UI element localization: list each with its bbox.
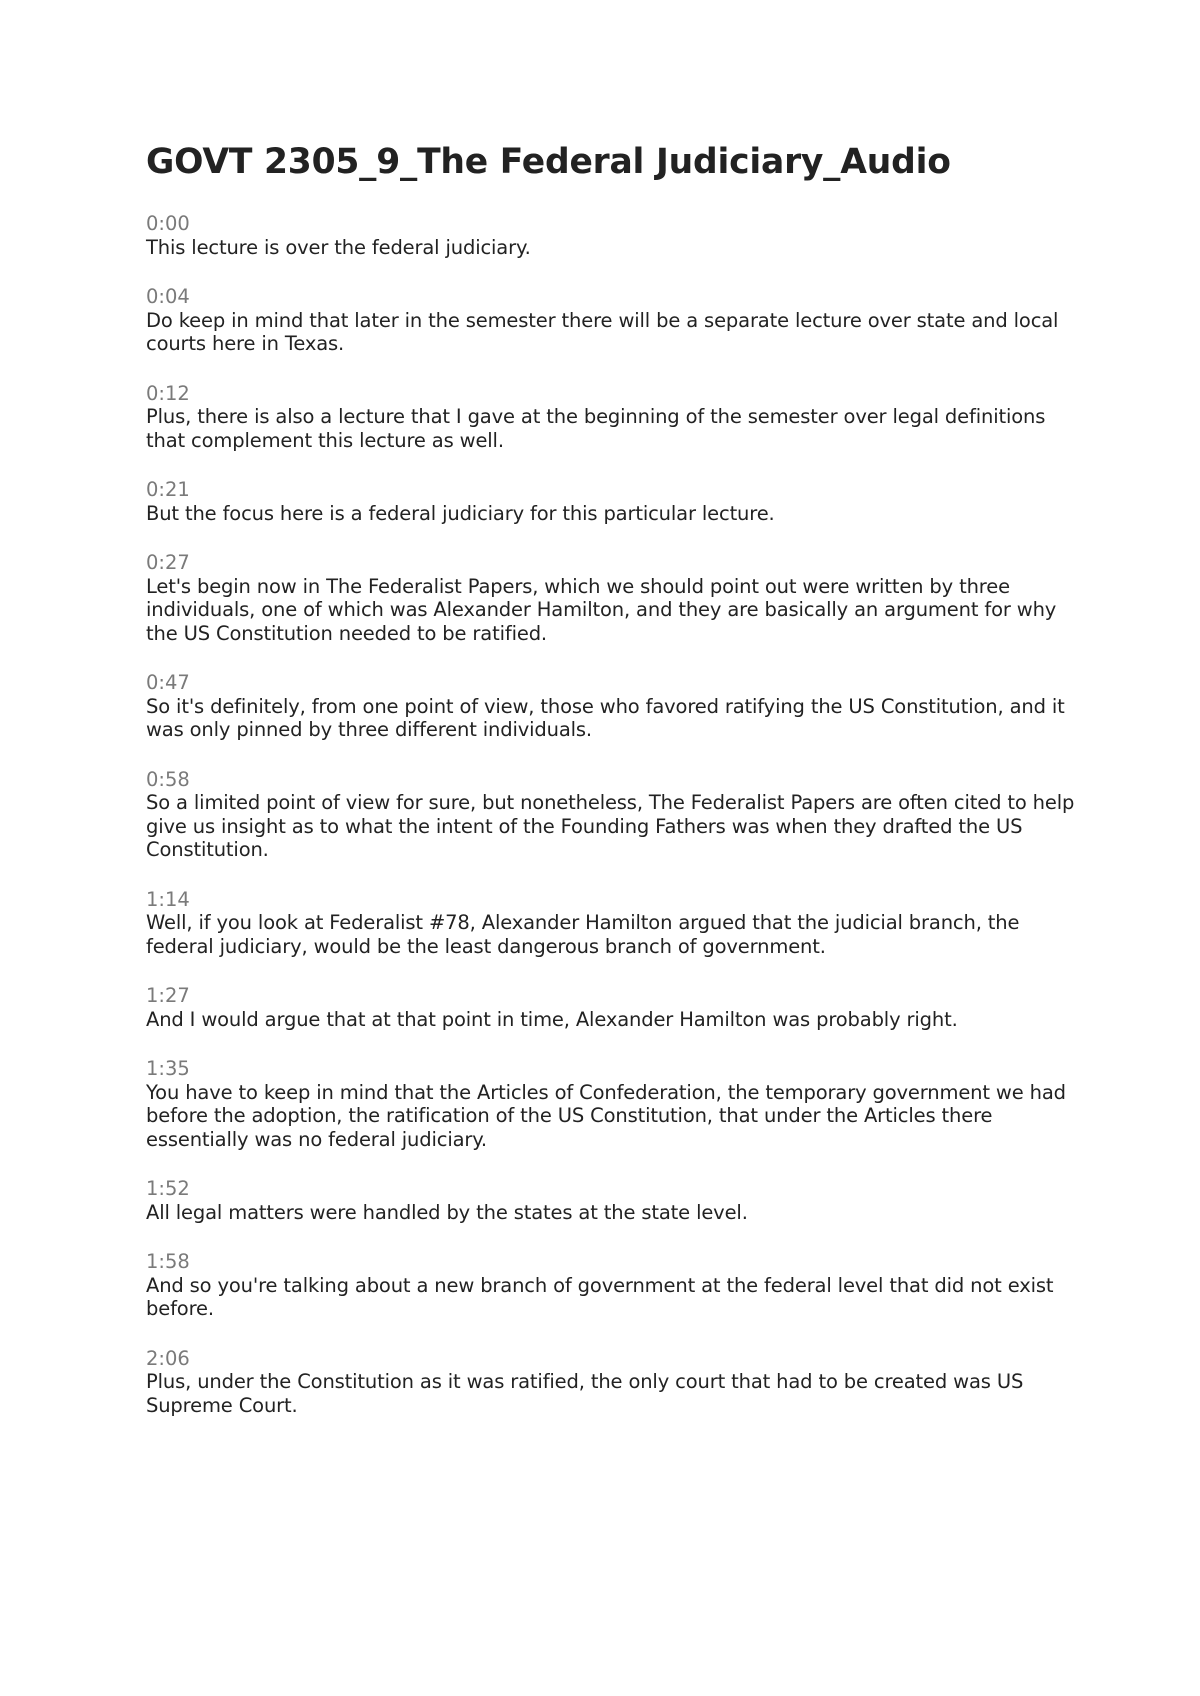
timestamp: 1:52 — [146, 1177, 190, 1200]
timestamp: 0:04 — [146, 285, 190, 308]
transcript-text: Let's begin now in The Federalist Papers, which we should point out were written by three individuals, one of which was Alexander Hamilton, and they are basically an argument for why the US Constitution needed to be ratified. — [146, 574, 1057, 645]
timestamp: 1:58 — [146, 1250, 190, 1273]
transcript-entry — [146, 888, 1086, 959]
transcript-entry — [146, 1057, 1086, 1151]
transcript-text: Well, if you look at Federalist #78, Alexander Hamilton argued that the judicial branch, the federal judiciary, would be the least dangerous branch of government. — [146, 911, 1020, 958]
transcript-text: So it's definitely, from one point of view, those who favored ratifying the US Constitution, and it was only pinned by three different individuals. — [146, 694, 1065, 741]
timestamp: 0:21 — [146, 478, 190, 501]
timestamp: 0:58 — [146, 767, 190, 791]
transcript-text: Plus, there is also a lecture that I gave at the beginning of the semester over legal definitions that complement this lecture as well. — [146, 405, 1046, 452]
timestamp: 0:12 — [146, 381, 190, 405]
transcript-text: You have to keep in mind that the Articles of Confederation, the temporary government we had before the adoption, the ratification of the US Constitution, that under the Articles there essentially was no federal judiciary. — [146, 1080, 1066, 1151]
transcript-entry — [146, 1250, 1086, 1321]
transcript-list — [146, 212, 1086, 1417]
transcript-text: So a limited point of view for sure, but nonetheless, The Federalist Papers are often cited to help give us insight as to what the intent of the Founding Fathers was when they drafted the US Constitution. — [146, 791, 1075, 861]
transcript-text: But the focus here is a federal judiciary for this particular lecture. — [146, 501, 775, 525]
transcript-entry — [146, 1347, 1086, 1418]
transcript-text: Plus, under the Constitution as it was ratified, the only court that had to be created was US Supreme Court. — [146, 1370, 1024, 1417]
timestamp: 1:14 — [146, 887, 190, 911]
transcript-text: This lecture is over the federal judiciary. — [146, 235, 531, 259]
timestamp: 0:47 — [146, 671, 190, 694]
timestamp: 1:27 — [146, 984, 190, 1007]
document-title: GOVT 2305_9_The Federal Judiciary_Audio — [146, 142, 951, 182]
transcript-entry — [146, 1177, 1086, 1224]
transcript-entry — [146, 382, 1086, 453]
transcript-text: And so you're talking about a new branch of government at the federal level that did not exist before. — [146, 1273, 1054, 1320]
timestamp: 2:06 — [146, 1346, 190, 1370]
transcript-text: All legal matters were handled by the states at the state level. — [146, 1200, 748, 1224]
transcript-entry — [146, 671, 1086, 742]
document-page — [146, 140, 1086, 1443]
transcript-entry — [146, 478, 1086, 525]
transcript-text: And I would argue that at that point in time, Alexander Hamilton was probably right. — [146, 1007, 958, 1031]
transcript-entry — [146, 984, 1086, 1031]
transcript-entry — [146, 551, 1086, 645]
transcript-entry — [146, 768, 1086, 862]
transcript-text: Do keep in mind that later in the semester there will be a separate lecture over state and local courts here in Texas. — [146, 308, 1059, 355]
timestamp: 1:35 — [146, 1057, 190, 1080]
timestamp: 0:00 — [146, 212, 190, 235]
timestamp: 0:27 — [146, 551, 190, 574]
transcript-entry — [146, 212, 1086, 259]
transcript-entry — [146, 285, 1086, 356]
